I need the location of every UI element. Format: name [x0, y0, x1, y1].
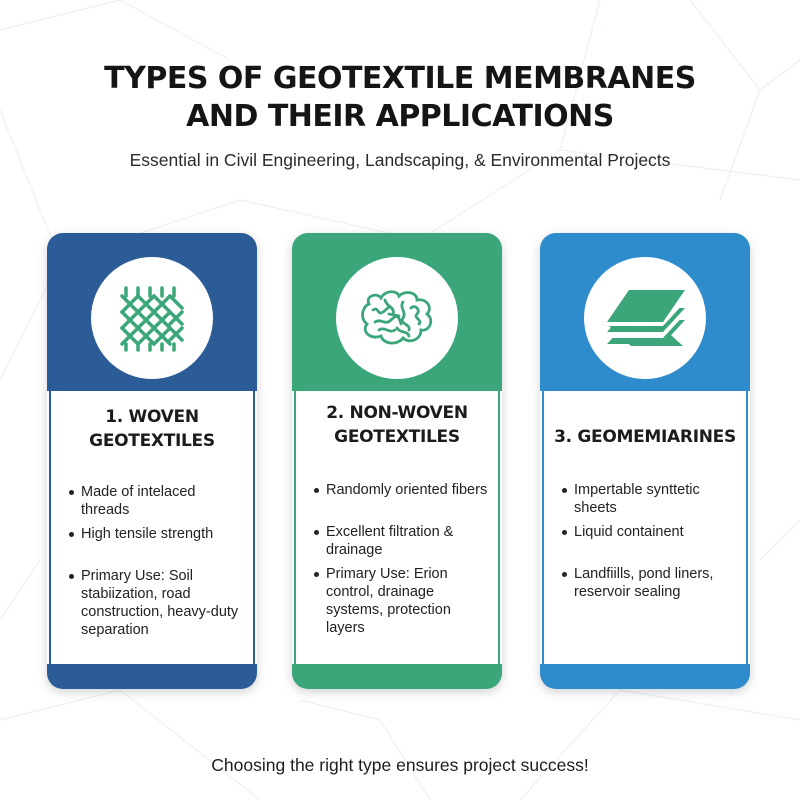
- card-footer-band: [292, 664, 502, 689]
- list-item: Liquid containent: [560, 523, 740, 541]
- list-item: Primary Use: Soil stabiization, road construction, heavy-duty separation: [67, 567, 247, 639]
- icon-circle: [91, 257, 213, 379]
- nonwoven-fibers-icon: [355, 286, 439, 350]
- card-footer-band: [540, 664, 750, 689]
- card-geomembranes: [540, 233, 750, 689]
- card-heading: 3. GEOMEMIARINES: [554, 427, 736, 447]
- title-line-2: AND THEIR APPLICATIONS: [186, 99, 614, 134]
- card-header-band: [540, 233, 750, 391]
- card-footer-band: [47, 664, 257, 689]
- card-header-band: [292, 233, 502, 391]
- list-item: Impertable synttetic sheets: [560, 481, 740, 517]
- card-body: [542, 391, 748, 664]
- icon-circle: [336, 257, 458, 379]
- woven-mesh-icon: [116, 282, 188, 354]
- list-item: High tensile strength: [67, 525, 247, 543]
- list-item: Primary Use: Erion control, drainage systems, protection layers: [312, 565, 492, 637]
- card-body: [294, 391, 500, 664]
- list-item: Excellent filtration & drainage: [312, 523, 492, 559]
- footer-tagline: Choosing the right type ensures project success!: [211, 755, 589, 775]
- card-heading: 1. WOVEN GEOTEXTILES: [89, 407, 215, 451]
- card-body: [49, 391, 255, 664]
- card-nonwoven-geotextiles: [292, 233, 502, 689]
- card-heading: 2. NON-WOVEN GEOTEXTILES: [326, 403, 468, 447]
- card-header-band: [47, 233, 257, 391]
- icon-circle: [584, 257, 706, 379]
- page-subtitle: Essential in Civil Engineering, Landscaping, & Environmental Projects: [129, 150, 671, 170]
- title-line-1: TYPES OF GEOTEXTILE MEMBRANES: [104, 61, 696, 96]
- stacked-sheets-icon: [603, 286, 687, 350]
- list-item: Randomly oriented fibers: [312, 481, 492, 499]
- list-item: Made of intelaced threads: [67, 483, 247, 519]
- list-item: Landfiills, pond liners, reservoir sealing: [560, 565, 740, 601]
- card-woven-geotextiles: [47, 233, 257, 689]
- page-title: [0, 60, 800, 136]
